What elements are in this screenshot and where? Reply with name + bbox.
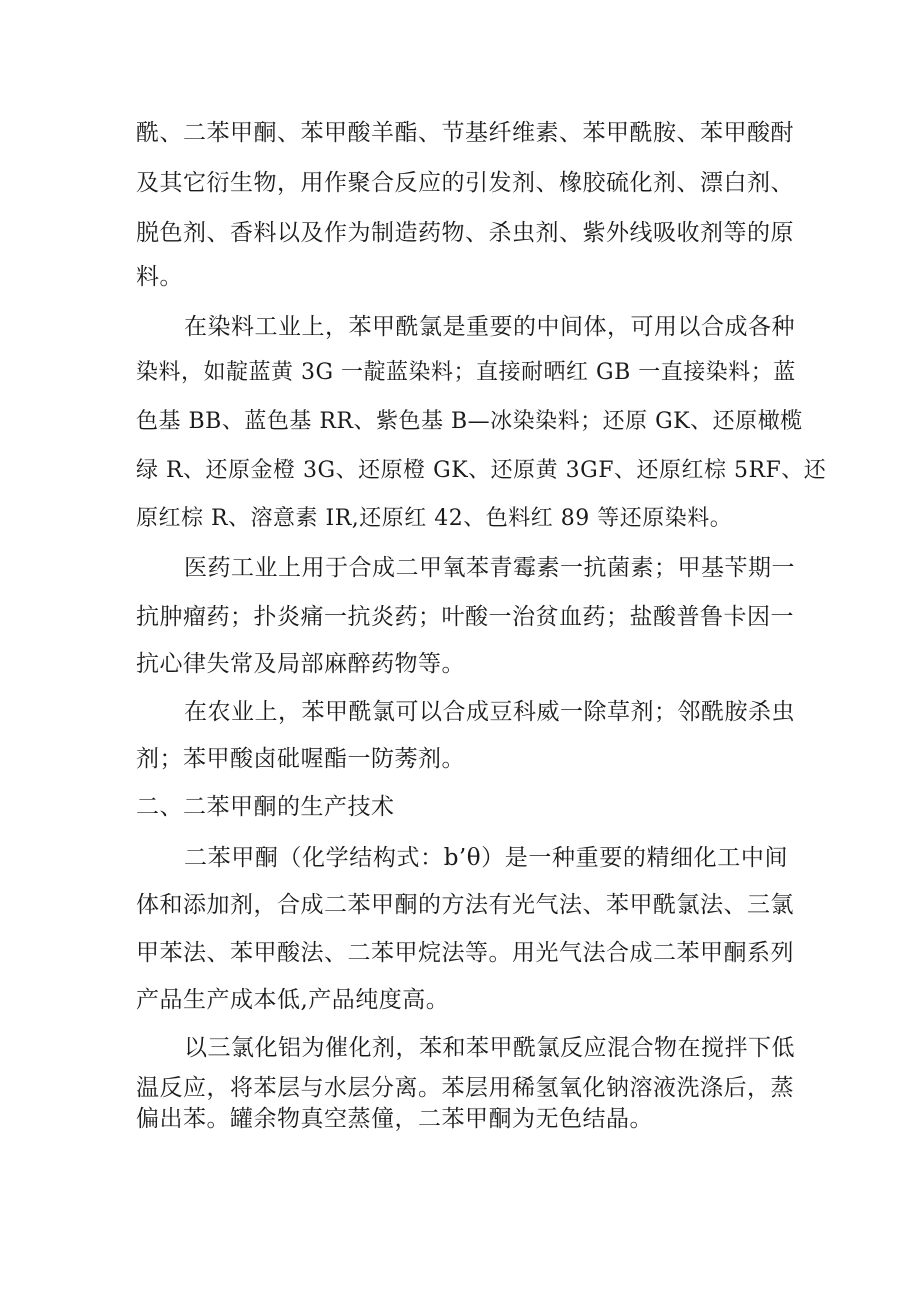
text-line: 抗心律失常及局部麻醉药物等。	[136, 651, 465, 677]
text-line: 原红棕 R、溶意素 IR,还原红 42、色料红 89 等还原染料。	[136, 506, 733, 531]
text-line: 脱色剂、香料以及作为制造药物、杀虫剂、紫外线吸收剂等的原	[136, 220, 794, 246]
text-line: 二苯甲酮（化学结构式：b’θ）是一种重要的精细化工中间	[184, 845, 788, 871]
text-line: 剂；苯甲酸卤砒喔酯一防莠剂。	[136, 746, 465, 772]
text-line: 医药工业上用于合成二甲氧苯青霉素一抗菌素；甲基苄期一	[184, 555, 795, 581]
section-heading: 二、二苯甲酮的生产技术	[136, 794, 395, 820]
text-line: 酰、二苯甲酮、苯甲酸羊酯、节基纤维素、苯甲酰胺、苯甲酸酎	[136, 120, 794, 146]
text-line: 体和添加剂，合成二苯甲酮的方法有光气法、苯甲酰氯法、三氯	[136, 892, 794, 918]
text-line: 以三氯化铝为催化剂，苯和苯甲酰氯反应混合物在搅拌下低	[184, 1035, 795, 1061]
text-line: 偏出苯。罐余物真空蒸僮，二苯甲酮为无色结晶。	[136, 1106, 653, 1132]
text-line: 色基 BB、蓝色基 RR、紫色基 B—冰染染料；还原 GK、还原橄榄	[136, 409, 803, 434]
text-line: 及其它衍生物，用作聚合反应的引发剂、橡胶硫化剂、漂白剂、	[136, 170, 794, 196]
text-line: 甲苯法、苯甲酸法、二苯甲烷法等。用光气法合成二苯甲酮系列	[136, 940, 794, 966]
text-line: 在农业上，苯甲酰氯可以合成豆科威一除草剂；邻酰胺杀虫	[184, 699, 795, 725]
text-line: 在染料工业上，苯甲酰氯是重要的中间体，可用以合成各种	[184, 314, 795, 340]
text-line: 产品生产成本低,产品纯度高。	[136, 987, 450, 1013]
text-line: 料。	[136, 264, 183, 290]
text-line: 绿 R、还原金橙 3G、还原橙 GK、还原黄 3GF、还原红棕 5RF、还	[136, 458, 827, 483]
text-line: 抗肿瘤药；扑炎痛一抗炎药；叶酸一治贫血药；盐酸普鲁卡因一	[136, 604, 794, 630]
text-line: 染料，如靛蓝黄 3G 一靛蓝染料；直接耐晒红 GB 一直接染料；蓝	[136, 360, 796, 385]
text-line: 温反应，将苯层与水层分离。苯层用稀氢氧化钠溶液洗涤后，蒸	[136, 1075, 794, 1101]
